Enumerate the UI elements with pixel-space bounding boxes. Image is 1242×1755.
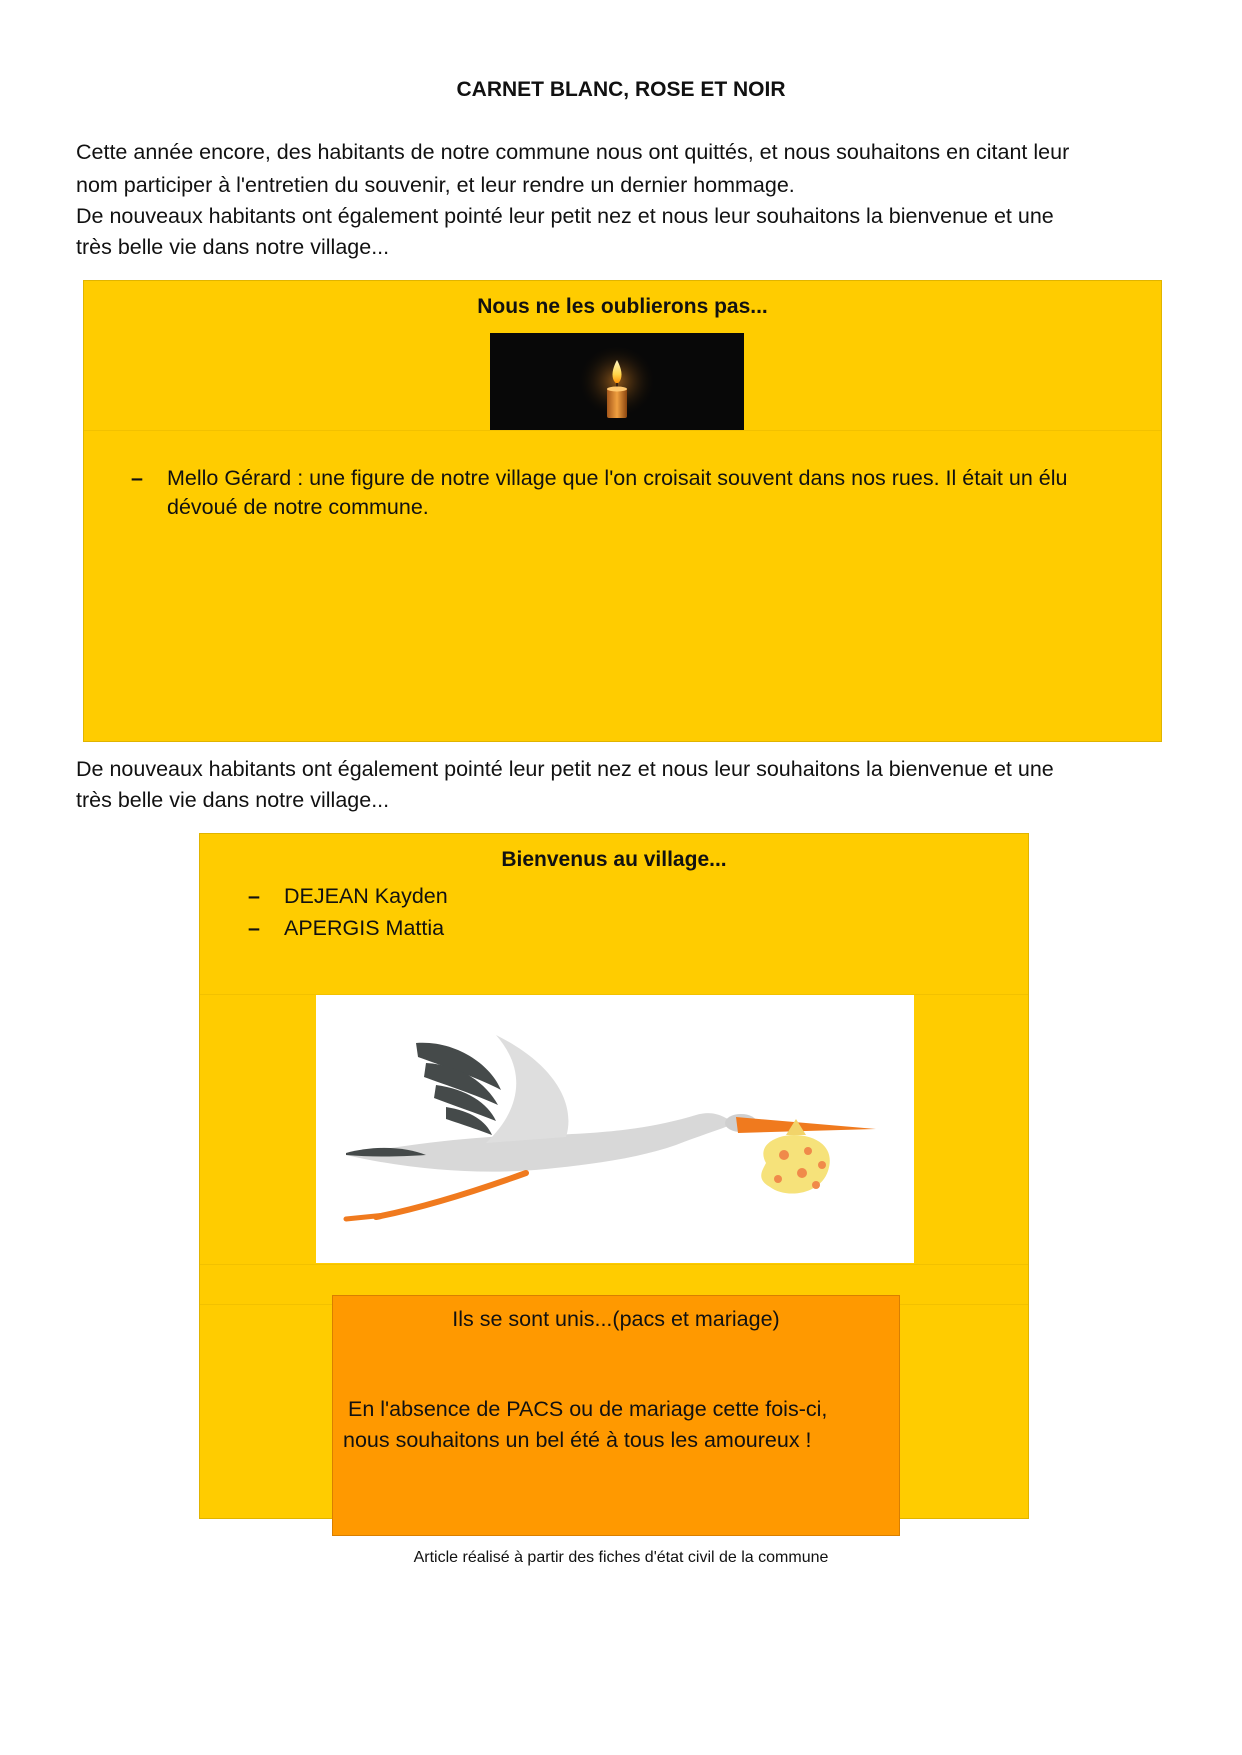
unions-heading: Ils se sont unis...(pacs et mariage) — [452, 1307, 780, 1331]
bullet-dash: – — [248, 916, 260, 940]
intro-line: très belle vie dans notre village... — [76, 235, 390, 259]
births-divider — [200, 1264, 1028, 1265]
birth-name: DEJEAN Kayden — [284, 884, 448, 908]
page-title: CARNET BLANC, ROSE ET NOIR — [456, 78, 786, 101]
list-item — [248, 880, 448, 912]
candle-image — [490, 333, 744, 430]
stork-image — [316, 995, 914, 1263]
unions-line: nous souhaitons un bel été à tous les amoureux ! — [343, 1428, 812, 1452]
births-intro-text — [76, 754, 1176, 816]
births-intro-line: très belle vie dans notre village... — [76, 788, 390, 812]
intro-line: Cette année encore, des habitants de notre commune nous ont quittés, et nous souhaitons en citant leur — [76, 140, 1070, 164]
memorial-entry-text: Mello Gérard : une figure de notre village que l'on croisait souvent dans nos rues. Il était un élu dévoué de notre commune. — [167, 466, 1068, 519]
memorial-box — [83, 280, 1162, 742]
footer-note: Article réalisé à partir des fiches d'état civil de la commune — [413, 1549, 829, 1566]
births-intro-line: De nouveaux habitants ont également pointé leur petit nez et nous leur souhaitons la bienvenue et une — [76, 757, 1054, 781]
unions-box — [332, 1295, 900, 1536]
intro-line: nom participer à l'entretien du souvenir, et leur rendre un dernier hommage. — [76, 173, 795, 197]
unions-text — [343, 1394, 883, 1456]
bullet-dash: – — [131, 466, 143, 490]
intro-text — [76, 137, 1176, 263]
unions-line: En l'absence de PACS ou de mariage cette fois-ci, — [348, 1397, 828, 1421]
intro-line: De nouveaux habitants ont également pointé leur petit nez et nous leur souhaitons la bienvenue et une — [76, 204, 1054, 228]
bullet-dash: – — [248, 884, 260, 908]
stork-icon — [316, 995, 914, 1263]
candle-icon — [490, 333, 744, 430]
births-heading: Bienvenus au village... — [501, 848, 727, 871]
memorial-divider — [84, 430, 1161, 431]
births-list — [248, 880, 448, 944]
memorial-entry — [131, 464, 1127, 522]
birth-name: APERGIS Mattia — [284, 916, 445, 940]
list-item — [248, 912, 448, 944]
memorial-heading: Nous ne les oublierons pas... — [477, 295, 768, 318]
